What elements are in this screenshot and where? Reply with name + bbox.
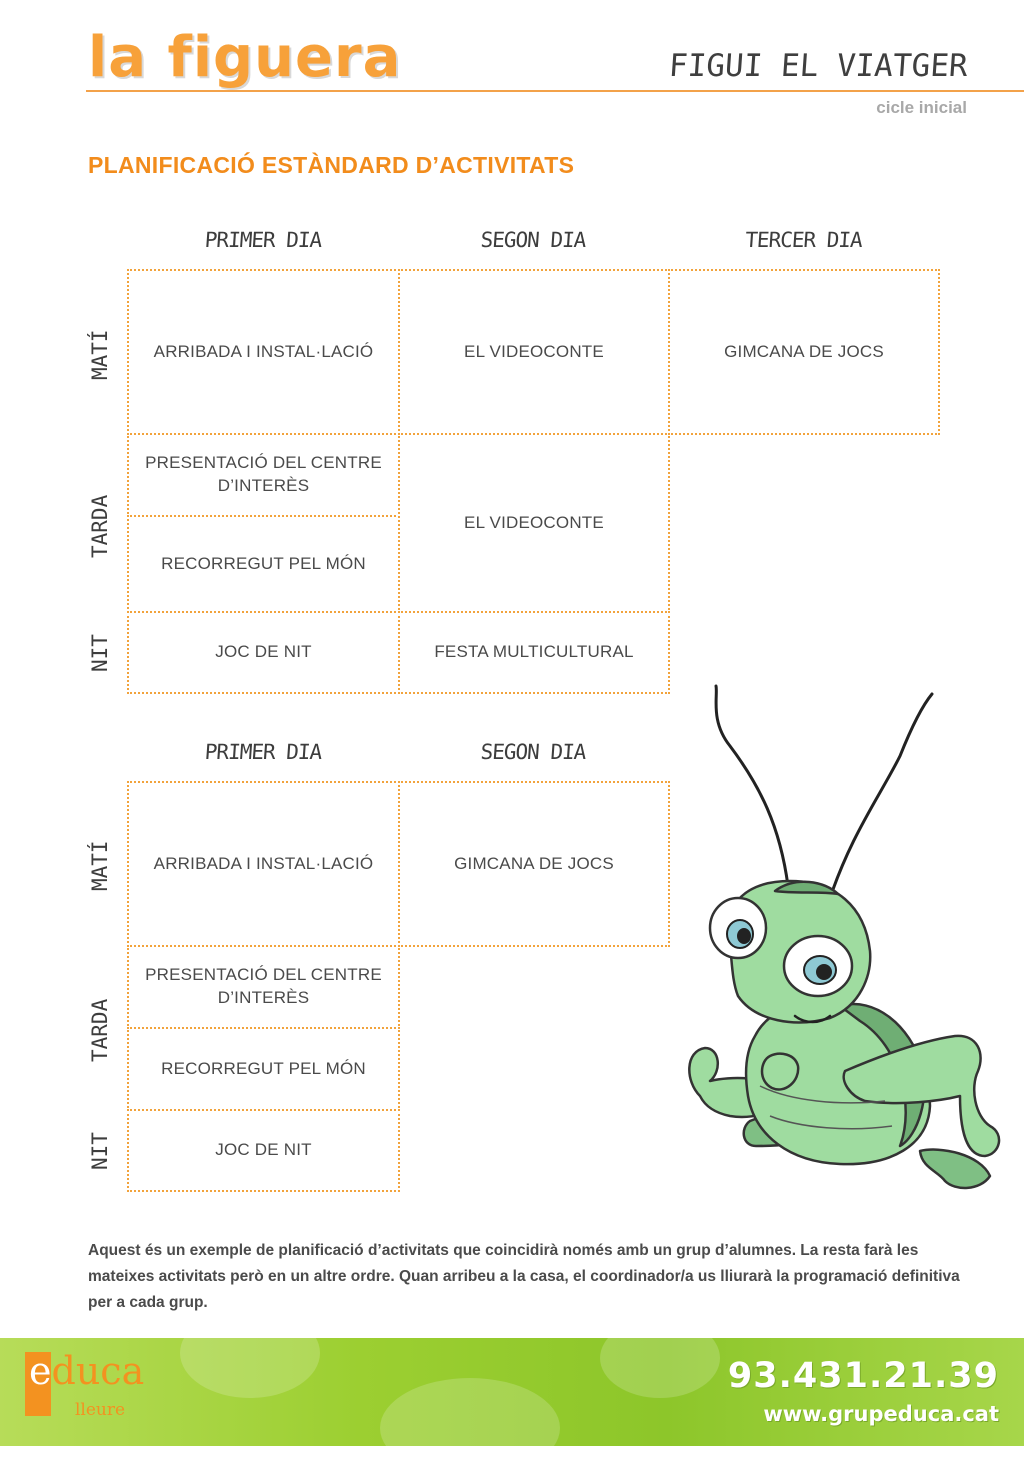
- column-header-day-2: SEGON DIA: [479, 740, 587, 764]
- column-header-day-3: TERCER DIA: [744, 228, 863, 252]
- cell-day2-tarda: EL VIDEOCONTE: [398, 433, 670, 613]
- cell-day1-tarda-2: RECORREGUT PEL MÓN: [127, 1027, 400, 1111]
- cell-day2-mati: EL VIDEOCONTE: [398, 269, 670, 435]
- educa-logo-first-letter: e: [29, 1349, 52, 1393]
- row-label-mati: MATÍ: [88, 329, 112, 380]
- cycle-label: cicle inicial: [876, 98, 967, 117]
- phone-number: 93.431.21.39: [727, 1356, 999, 1396]
- cell-day1-tarda-1: PRESENTACIÓ DEL CENTRE D’INTERÈS: [127, 945, 400, 1029]
- hand-left: [762, 1054, 798, 1090]
- antenna-left: [716, 686, 788, 886]
- website-link[interactable]: www.grupeduca.cat: [763, 1402, 999, 1426]
- cell-day2-nit: FESTA MULTICULTURAL: [398, 611, 670, 694]
- decorative-shape: [380, 1378, 560, 1446]
- cell-day1-nit: JOC DE NIT: [127, 611, 400, 694]
- decorative-shape: [600, 1338, 720, 1398]
- column-header-day-1: PRIMER DIA: [203, 228, 323, 252]
- educa-logo-rest: duca: [51, 1349, 145, 1393]
- project-title: FIGUI EL VIATGER: [668, 48, 970, 84]
- row-label-nit: NIT: [88, 634, 112, 672]
- cell-day1-mati: ARRIBADA I INSTAL·LACIÓ: [127, 269, 400, 435]
- educa-logo-word: [29, 1349, 145, 1393]
- row-label-nit: NIT: [88, 1132, 112, 1170]
- column-header-day-2: SEGON DIA: [479, 228, 587, 252]
- cell-day2-mati: GIMCANA DE JOCS: [398, 781, 670, 947]
- educa-logo: [25, 1349, 145, 1432]
- cell-day1-tarda-1: PRESENTACIÓ DEL CENTRE D’INTERÈS: [127, 433, 400, 517]
- pupil-left: [737, 928, 751, 944]
- antenna-right: [828, 694, 932, 904]
- section-title: PLANIFICACIÓ ESTÀNDARD D’ACTIVITATS: [88, 152, 575, 178]
- footer-banner: [0, 1338, 1024, 1446]
- row-label-tarda: TARDA: [88, 998, 112, 1062]
- row-label-mati: MATÍ: [88, 840, 112, 891]
- row-label-tarda: TARDA: [88, 494, 112, 558]
- pupil-right: [816, 964, 832, 980]
- header-divider: [86, 90, 1024, 92]
- column-header-day-1: PRIMER DIA: [203, 740, 323, 764]
- cell-day1-tarda-2: RECORREGUT PEL MÓN: [127, 515, 400, 613]
- planning-note: Aquest és un exemple de planificació d’activitats que coincidirà només amb un grup d’alumnes. La resta farà les mateixes activitats però en un altre ordre. Quan arribeu a la casa, el coordinador/a us lliurarà la programació definitiva per a cada grup.: [88, 1242, 960, 1312]
- decorative-shape: [180, 1338, 320, 1398]
- brand-logo: la figuera: [88, 25, 402, 90]
- cell-day1-mati: ARRIBADA I INSTAL·LACIÓ: [127, 781, 400, 947]
- grasshopper-illustration: [660, 676, 1012, 1206]
- educa-logo-subtitle: lleure: [75, 1400, 126, 1420]
- cell-day3-mati: GIMCANA DE JOCS: [668, 269, 940, 435]
- cell-day1-nit: JOC DE NIT: [127, 1109, 400, 1192]
